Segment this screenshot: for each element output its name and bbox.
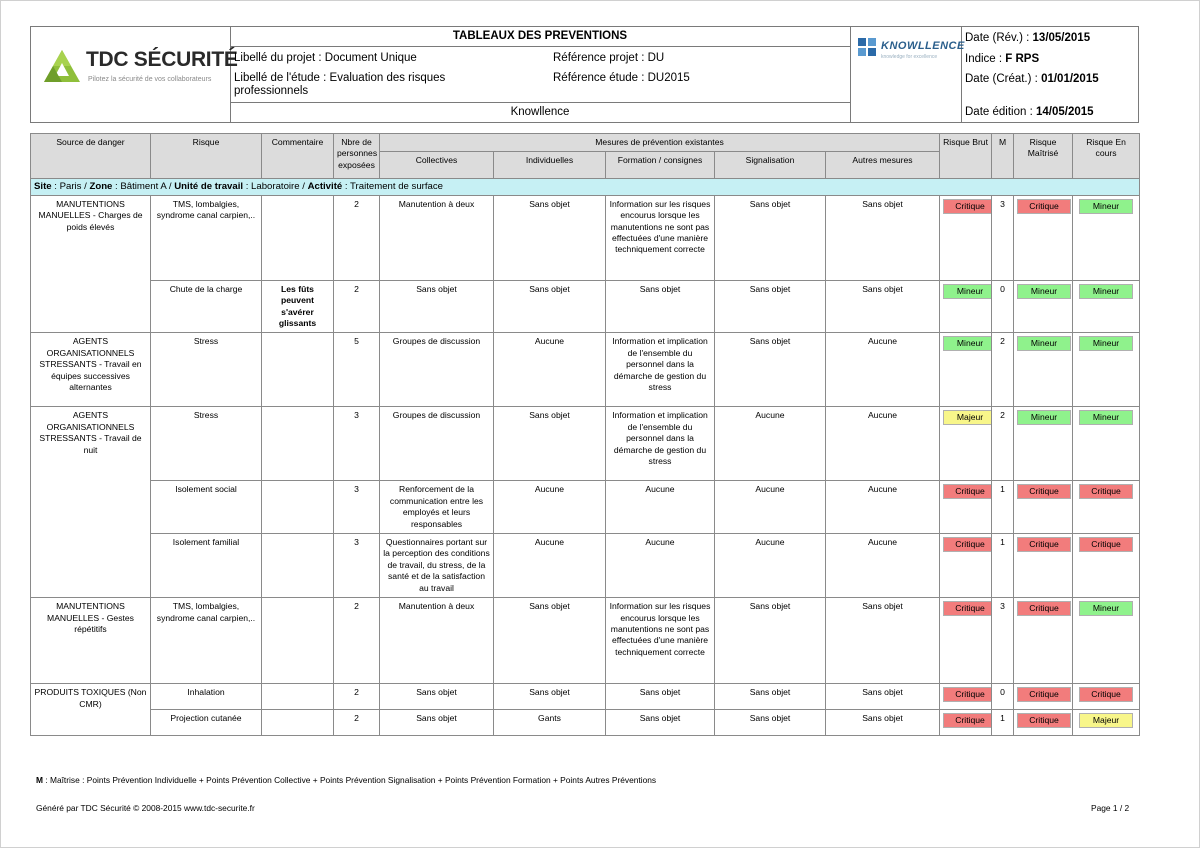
projet-label: Libellé du projet : Document Unique (234, 52, 417, 64)
indice: Indice : F RPS (965, 53, 1040, 65)
risque-maitrise-badge: Mineur (1017, 284, 1071, 299)
nbre-cell: 5 (334, 333, 380, 407)
individuelles-cell: Aucune (494, 333, 606, 407)
signalisation-cell: Aucune (715, 407, 826, 481)
nbre-cell: 2 (334, 598, 380, 684)
nbre-cell: 2 (334, 280, 380, 333)
risque-brut-cell (940, 481, 992, 534)
risque-cell: Stress (151, 333, 262, 407)
brand-name: TDC SÉCURITÉ (86, 48, 238, 71)
risque-cell: TMS, lombalgies, syndrome canal carpien,.. (151, 195, 262, 280)
risque-brut-badge: Majeur (943, 410, 992, 425)
nbre-cell: 2 (334, 195, 380, 280)
collectives-cell: Groupes de discussion (380, 333, 494, 407)
commentaire-cell (262, 407, 334, 481)
formation-cell: Aucune (606, 481, 715, 534)
individuelles-cell: Sans objet (494, 407, 606, 481)
risque-en-cours-badge: Majeur (1079, 713, 1133, 728)
source-cell: AGENTS ORGANISATIONNELS STRESSANTS - Travail de nuit (31, 407, 151, 598)
risque-en-cours-badge: Mineur (1079, 199, 1133, 214)
risque-brut-cell (940, 280, 992, 333)
risque-brut-cell (940, 710, 992, 736)
col-commentaire: Commentaire (262, 134, 334, 179)
collectives-cell: Sans objet (380, 684, 494, 710)
risque-en-cours-cell (1073, 598, 1140, 684)
risque-en-cours-cell (1073, 195, 1140, 280)
risque-en-cours-cell (1073, 481, 1140, 534)
risque-en-cours-badge: Mineur (1079, 284, 1133, 299)
risque-brut-cell (940, 534, 992, 598)
table-row (31, 407, 1140, 481)
date-rev: Date (Rév.) : 13/05/2015 (965, 32, 1091, 44)
commentaire-cell (262, 195, 334, 280)
table-body (31, 179, 1140, 736)
risque-cell: Isolement familial (151, 534, 262, 598)
risque-brut-badge: Critique (943, 713, 992, 728)
m-cell: 1 (992, 710, 1014, 736)
formation-cell: Sans objet (606, 710, 715, 736)
date-edition: Date édition : 14/05/2015 (965, 106, 1094, 118)
risque-maitrise-cell (1014, 407, 1073, 481)
signalisation-cell: Sans objet (715, 195, 826, 280)
source-cell: MANUTENTIONS MANUELLES - Charges de poids élevés (31, 195, 151, 333)
risque-maitrise-cell (1014, 598, 1073, 684)
risque-brut-cell (940, 195, 992, 280)
risque-en-cours-badge: Critique (1079, 537, 1133, 552)
individuelles-cell: Gants (494, 710, 606, 736)
col-formation: Formation / consignes (606, 152, 715, 179)
risque-maitrise-badge: Critique (1017, 713, 1071, 728)
collectives-cell: Renforcement de la communication entre les employés et leurs responsables (380, 481, 494, 534)
risque-en-cours-cell (1073, 684, 1140, 710)
individuelles-cell: Sans objet (494, 684, 606, 710)
table-row (31, 598, 1140, 684)
risque-brut-cell (940, 333, 992, 407)
tdc-logo-icon (43, 49, 81, 83)
risque-brut-badge: Mineur (943, 336, 992, 351)
commentaire-cell (262, 684, 334, 710)
autres-cell: Aucune (826, 534, 940, 598)
col-individuelles: Individuelles (494, 152, 606, 179)
commentaire-cell (262, 598, 334, 684)
commentaire-cell (262, 534, 334, 598)
m-cell: 2 (992, 333, 1014, 407)
formation-cell: Sans objet (606, 280, 715, 333)
risque-maitrise-cell (1014, 195, 1073, 280)
risque-maitrise-badge: Critique (1017, 687, 1071, 702)
date-creat: Date (Créat.) : 01/01/2015 (965, 73, 1099, 85)
site-cell: Site : Paris / Zone : Bâtiment A / Unité de travail : Laboratoire / Activité : Traitement de surface (31, 179, 1140, 195)
risque-brut-badge: Mineur (943, 284, 992, 299)
risque-brut-badge: Critique (943, 687, 992, 702)
collectives-cell: Questionnaires portant sur la perception des conditions de travail, du stress, de la santé et de la satisfaction au travail (380, 534, 494, 598)
m-cell: 2 (992, 407, 1014, 481)
individuelles-cell: Sans objet (494, 598, 606, 684)
risque-en-cours-cell (1073, 534, 1140, 598)
risque-brut-cell (940, 407, 992, 481)
risque-en-cours-cell (1073, 280, 1140, 333)
autres-cell: Sans objet (826, 195, 940, 280)
commentaire-cell: Les fûts peuvent s'avérer glissants (262, 280, 334, 333)
risque-cell: TMS, lombalgies, syndrome canal carpien,.. (151, 598, 262, 684)
formation-cell: Information sur les risques encourus lorsque les manutentions ne sont pas effectuées d'une manière techniquement correcte (606, 598, 715, 684)
nbre-cell: 3 (334, 534, 380, 598)
document-header (30, 26, 1139, 123)
table-row (31, 195, 1140, 280)
risque-en-cours-badge: Mineur (1079, 336, 1133, 351)
partner-logo-text: KNOWLLENCE (881, 40, 965, 52)
formation-cell: Sans objet (606, 684, 715, 710)
col-nbre: Nbre de personnes exposées (334, 134, 380, 179)
nbre-cell: 2 (334, 684, 380, 710)
formation-cell: Information sur les risques encourus lorsque les manutentions ne sont pas effectuées d'une manière techniquement correcte (606, 195, 715, 280)
risque-en-cours-badge: Critique (1079, 687, 1133, 702)
signalisation-cell: Aucune (715, 481, 826, 534)
autres-cell: Sans objet (826, 710, 940, 736)
source-cell: PRODUITS TOXIQUES (Non CMR) (31, 684, 151, 736)
ref-etude: Référence étude : DU2015 (553, 72, 690, 84)
table-row (31, 481, 1140, 534)
autres-cell: Aucune (826, 481, 940, 534)
ref-projet: Référence projet : DU (553, 52, 665, 64)
risque-cell: Chute de la charge (151, 280, 262, 333)
signalisation-cell: Sans objet (715, 598, 826, 684)
signalisation-cell: Sans objet (715, 333, 826, 407)
col-collectives: Collectives (380, 152, 494, 179)
formation-cell: Aucune (606, 534, 715, 598)
table-row (31, 710, 1140, 736)
risque-cell: Stress (151, 407, 262, 481)
risque-maitrise-cell (1014, 684, 1073, 710)
risque-maitrise-badge: Critique (1017, 484, 1071, 499)
risque-maitrise-cell (1014, 481, 1073, 534)
company-name: Knowllence (510, 106, 570, 118)
autres-cell: Aucune (826, 333, 940, 407)
m-cell: 1 (992, 481, 1014, 534)
doc-title: TABLEAUX DES PREVENTIONS (452, 30, 628, 42)
col-signalisation: Signalisation (715, 152, 826, 179)
table-row (31, 333, 1140, 407)
collectives-cell: Manutention à deux (380, 598, 494, 684)
risque-maitrise-badge: Critique (1017, 199, 1071, 214)
nbre-cell: 2 (334, 710, 380, 736)
source-cell: MANUTENTIONS MANUELLES - Gestes répétitifs (31, 598, 151, 684)
risque-maitrise-badge: Critique (1017, 537, 1071, 552)
risque-cell: Isolement social (151, 481, 262, 534)
risque-brut-cell (940, 684, 992, 710)
signalisation-cell: Sans objet (715, 710, 826, 736)
col-mesures: Mesures de prévention existantes (380, 134, 940, 152)
formation-cell: Information et implication de l'ensemble du personnel dans la démarche de gestion du stress (606, 333, 715, 407)
risque-brut-badge: Critique (943, 484, 992, 499)
collectives-cell: Sans objet (380, 710, 494, 736)
risque-maitrise-cell (1014, 710, 1073, 736)
table-row (31, 280, 1140, 333)
legend: M : Maîtrise : Points Prévention Individuelle + Points Prévention Collective + Points Prévention Signalisation + Points Prévention Formation + Points Autres Préventions (36, 775, 657, 785)
risque-en-cours-cell (1073, 333, 1140, 407)
commentaire-cell (262, 481, 334, 534)
risque-maitrise-badge: Critique (1017, 601, 1071, 616)
individuelles-cell: Sans objet (494, 195, 606, 280)
risque-brut-badge: Critique (943, 601, 992, 616)
footer-page: Page 1 / 2 (1091, 803, 1130, 813)
commentaire-cell (262, 333, 334, 407)
signalisation-cell: Sans objet (715, 684, 826, 710)
autres-cell: Sans objet (826, 684, 940, 710)
site-row (31, 179, 1140, 195)
etude-label: Libellé de l'étude : Evaluation des risques professionnels (234, 72, 446, 97)
col-source: Source de danger (31, 134, 151, 179)
col-risque-maitrise: Risque Maîtrisé (1014, 134, 1073, 179)
signalisation-cell: Sans objet (715, 280, 826, 333)
m-cell: 1 (992, 534, 1014, 598)
risque-maitrise-cell (1014, 280, 1073, 333)
autres-cell: Sans objet (826, 280, 940, 333)
risque-en-cours-cell (1073, 710, 1140, 736)
risque-brut-badge: Critique (943, 199, 992, 214)
autres-cell: Aucune (826, 407, 940, 481)
prevention-table (30, 133, 1140, 736)
nbre-cell: 3 (334, 407, 380, 481)
risque-en-cours-badge: Mineur (1079, 601, 1133, 616)
autres-cell: Sans objet (826, 598, 940, 684)
individuelles-cell: Sans objet (494, 280, 606, 333)
table-row (31, 684, 1140, 710)
risque-maitrise-cell (1014, 333, 1073, 407)
col-autres: Autres mesures (826, 152, 940, 179)
formation-cell: Information et implication de l'ensemble du personnel dans la démarche de gestion du stress (606, 407, 715, 481)
col-risque: Risque (151, 134, 262, 179)
m-cell: 0 (992, 280, 1014, 333)
col-m: M (992, 134, 1014, 179)
signalisation-cell: Aucune (715, 534, 826, 598)
knowllence-logo-icon (857, 37, 877, 57)
risque-en-cours-badge: Mineur (1079, 410, 1133, 425)
risque-maitrise-badge: Mineur (1017, 410, 1071, 425)
risque-en-cours-cell (1073, 407, 1140, 481)
col-risque-brut: Risque Brut (940, 134, 992, 179)
collectives-cell: Sans objet (380, 280, 494, 333)
individuelles-cell: Aucune (494, 481, 606, 534)
m-cell: 0 (992, 684, 1014, 710)
risque-maitrise-cell (1014, 534, 1073, 598)
commentaire-cell (262, 710, 334, 736)
risque-maitrise-badge: Mineur (1017, 336, 1071, 351)
collectives-cell: Groupes de discussion (380, 407, 494, 481)
risque-en-cours-badge: Critique (1079, 484, 1133, 499)
source-cell: AGENTS ORGANISATIONNELS STRESSANTS - Travail en équipes successives alternantes (31, 333, 151, 407)
brand-tagline: Pilotez la sécurité de vos collaborateurs (88, 76, 212, 83)
table-row (31, 534, 1140, 598)
risque-cell: Inhalation (151, 684, 262, 710)
m-cell: 3 (992, 195, 1014, 280)
risque-brut-badge: Critique (943, 537, 992, 552)
footer-generated: Généré par TDC Sécurité © 2008-2015 www.tdc-securite.fr (36, 803, 255, 813)
m-cell: 3 (992, 598, 1014, 684)
col-risque-en-cours: Risque En cours (1073, 134, 1140, 179)
risque-cell: Projection cutanée (151, 710, 262, 736)
nbre-cell: 3 (334, 481, 380, 534)
partner-tagline: knowledge for excellence (881, 54, 938, 60)
individuelles-cell: Aucune (494, 534, 606, 598)
collectives-cell: Manutention à deux (380, 195, 494, 280)
risque-brut-cell (940, 598, 992, 684)
